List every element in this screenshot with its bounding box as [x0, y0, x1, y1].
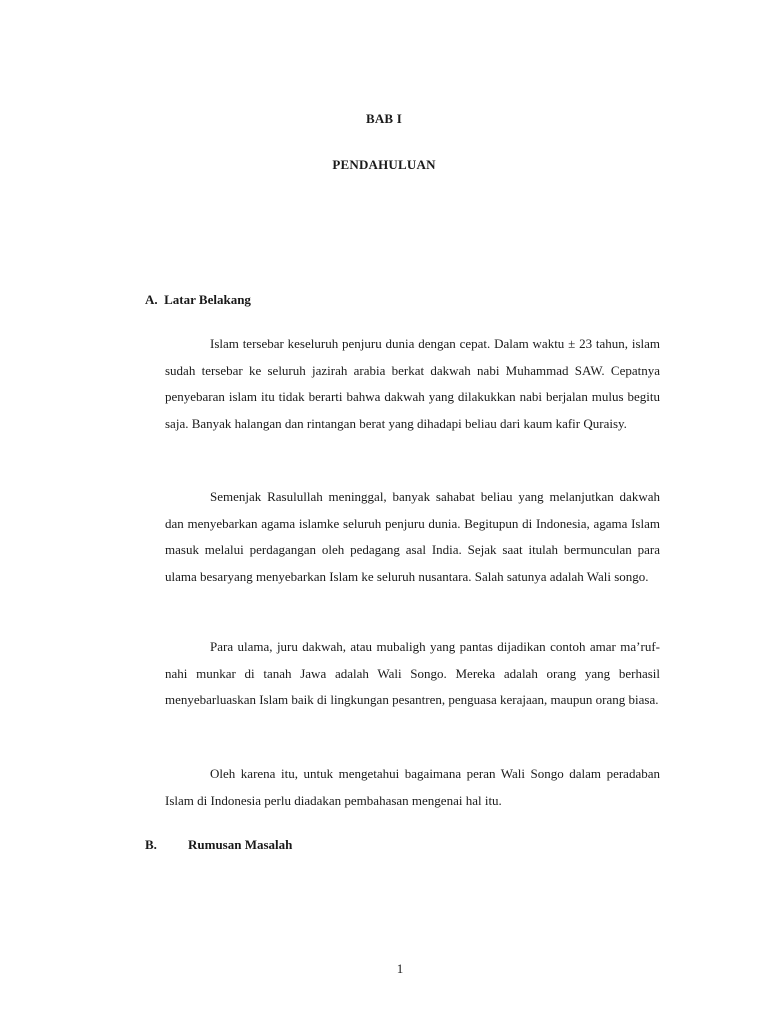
paragraph-3: Para ulama, juru dakwah, atau mubaligh yang pantas dijadikan contoh amar ma’ruf-nahi munkar di tanah Jawa adalah Wali Songo. Mereka adalah orang yang berhasil menyebarluaskan Islam baik di lingkungan pesantren, penguasa kerajaan, maupun orang biasa. [165, 639, 660, 708]
section-b-letter: B. [145, 837, 157, 852]
section-a-heading: A. Latar Belakang [145, 292, 251, 307]
paragraph-2: Semenjak Rasulullah meninggal, banyak sahabat beliau yang melanjutkan dakwah dan menyebarkan agama islamke seluruh penjuru dunia. Begitupun di Indonesia, agama Islam masuk melalui perdagangan oleh pedagang asal India. Sejak saat itulah bermunculan para ulama besaryang menyebarkan Islam ke seluruh nusantara. Salah satunya adalah Wali songo. [165, 489, 660, 585]
page-number: 1 [396, 961, 404, 976]
chapter-title: PENDAHULUAN [332, 157, 436, 172]
section-b-heading: Rumusan Masalah [188, 837, 293, 852]
chapter-label: BAB I [365, 111, 403, 126]
paragraph-1: Islam tersebar keseluruh penjuru dunia dengan cepat. Dalam waktu ± 23 tahun, islam sudah tersebar ke seluruh jazirah arabia berkat dakwah nabi Muhammad SAW. Cepatnya penyebaran islam itu tidak berarti bahwa dakwah yang dilakukkan nabi berjalan mulus begitu saja. Banyak halangan dan rintangan berat yang dihadapi beliau dari kaum kafir Quraisy. [165, 336, 660, 432]
paragraph-4: Oleh karena itu, untuk mengetahui bagaimana peran Wali Songo dalam peradaban Islam di Indonesia perlu diadakan pembahasan mengenai hal itu. [165, 766, 660, 808]
